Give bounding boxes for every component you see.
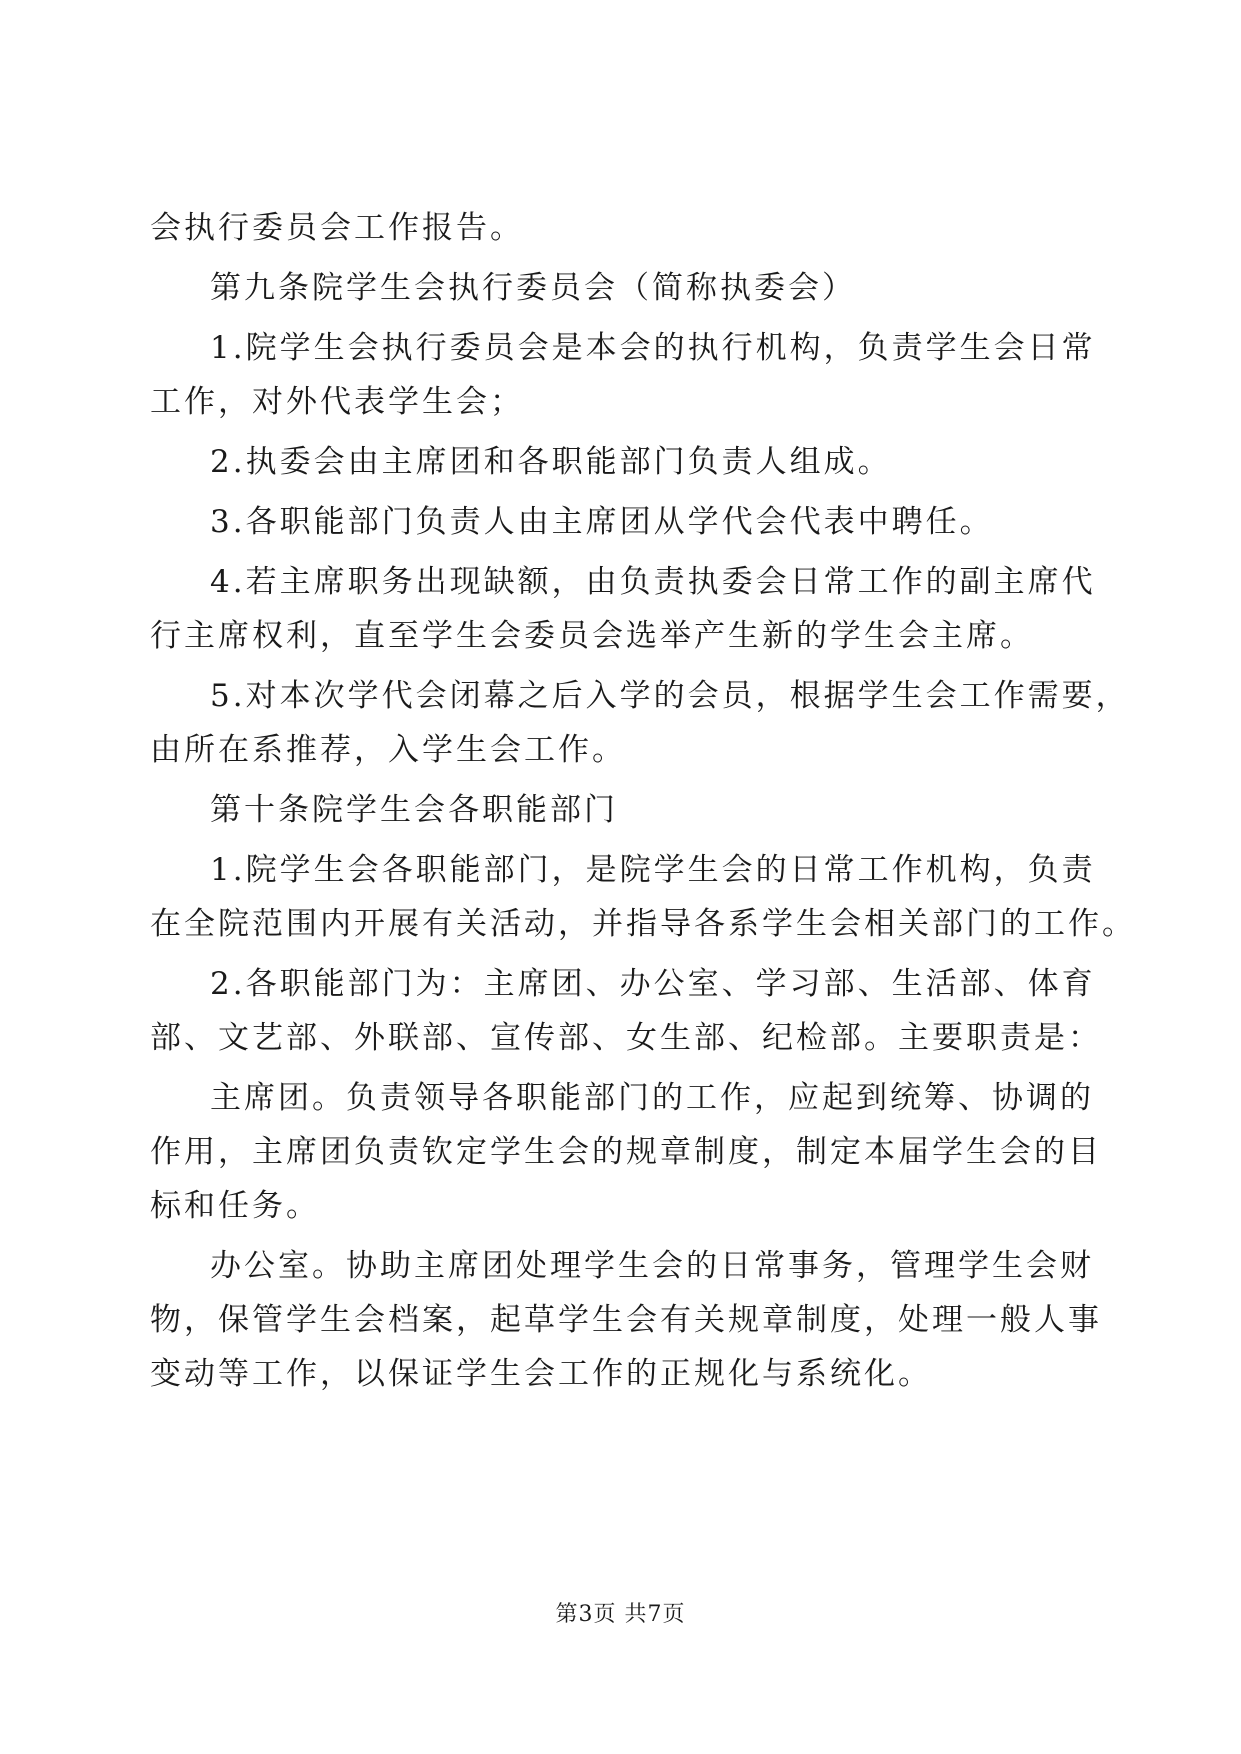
text-line: 作用，主席团负责钦定学生会的规章制度，制定本届学生会的目 xyxy=(150,1134,1102,1170)
text-line: 在全院范围内开展有关活动，并指导各系学生会相关部门的工作。 xyxy=(150,906,1136,942)
text-line: 标和任务。 xyxy=(150,1188,320,1224)
text-line: 行主席权利，直至学生会委员会选举产生新的学生会主席。 xyxy=(150,618,1034,654)
text-line: 工作，对外代表学生会； xyxy=(150,384,524,420)
text-line: 5.对本次学代会闭幕之后入学的会员，根据学生会工作需要， xyxy=(210,678,1130,714)
section-heading: 第九条院学生会执行委员会（简称执委会） xyxy=(210,270,856,306)
text-line: 部、文艺部、外联部、宣传部、女生部、纪检部。主要职责是： xyxy=(150,1020,1102,1056)
page-number-footer: 第3页 共7页 xyxy=(555,1602,686,1627)
text-line: 3.各职能部门负责人由主席团从学代会代表中聘任。 xyxy=(210,504,994,540)
text-line: 会执行委员会工作报告。 xyxy=(150,210,524,246)
text-line: 办公室。协助主席团处理学生会的日常事务，管理学生会财 xyxy=(210,1248,1094,1284)
text-line: 4.若主席职务出现缺额，由负责执委会日常工作的副主席代 xyxy=(210,564,1096,600)
text-line: 主席团。负责领导各职能部门的工作，应起到统筹、协调的 xyxy=(210,1080,1094,1116)
text-line: 物，保管学生会档案，起草学生会有关规章制度，处理一般人事 xyxy=(150,1302,1102,1338)
text-line: 由所在系推荐，入学生会工作。 xyxy=(150,732,626,768)
text-line: 变动等工作，以保证学生会工作的正规化与系统化。 xyxy=(150,1356,932,1392)
text-line: 2.各职能部门为：主席团、办公室、学习部、生活部、体育 xyxy=(210,966,1096,1002)
text-line: 2.执委会由主席团和各职能部门负责人组成。 xyxy=(210,444,892,480)
text-line: 1.院学生会执行委员会是本会的执行机构，负责学生会日常 xyxy=(210,330,1096,366)
section-heading: 第十条院学生会各职能部门 xyxy=(210,792,618,828)
text-line: 1.院学生会各职能部门，是院学生会的日常工作机构，负责 xyxy=(210,852,1096,888)
